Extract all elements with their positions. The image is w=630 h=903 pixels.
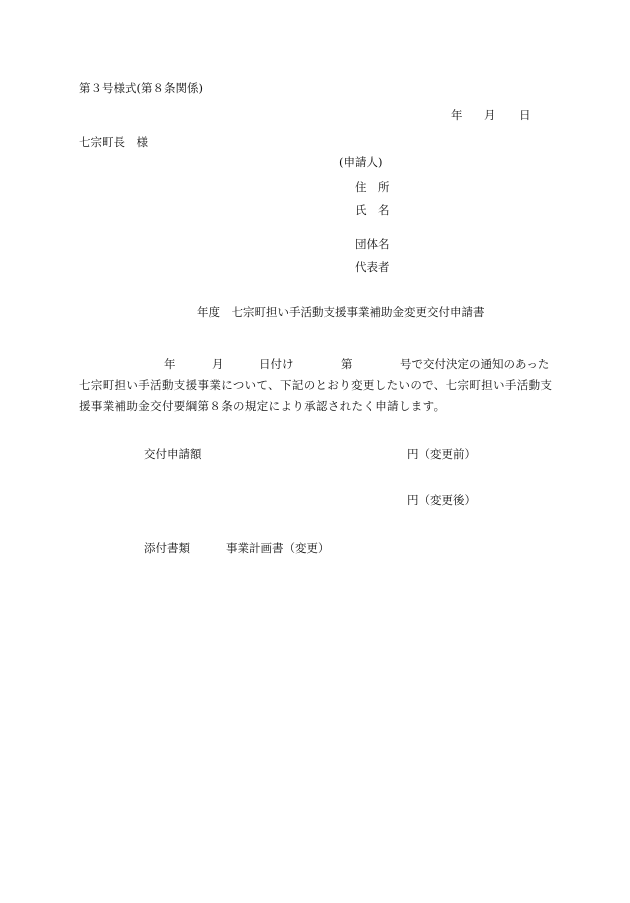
date-day: 日 bbox=[519, 108, 531, 122]
body-number-prefix: 第 bbox=[341, 357, 353, 371]
document-title: 年度 七宗町担い手活動支援事業補助金変更交付申請書 bbox=[197, 305, 485, 319]
address-label: 住 所 bbox=[355, 180, 390, 194]
addressee: 七宗町長 様 bbox=[79, 135, 148, 149]
amount-before: 円（変更前） bbox=[407, 447, 476, 461]
amount-after: 円（変更後） bbox=[407, 493, 476, 507]
body-line1-rest: 号で交付決定の通知のあった bbox=[400, 357, 550, 371]
date-month: 月 bbox=[484, 108, 496, 122]
name-label: 氏 名 bbox=[355, 203, 390, 217]
attachments-label: 添付書類 bbox=[144, 541, 190, 555]
body-month: 月 bbox=[212, 357, 224, 371]
body-line2: 七宗町担い手活動支援事業について、下記のとおり変更したいので、七宗町担い手活動支 bbox=[79, 378, 553, 392]
body-line3: 援事業補助金交付要綱第８条の規定により承認されたく申請します。 bbox=[79, 399, 446, 413]
body-date-suffix: 日付け bbox=[259, 357, 294, 371]
group-label: 団体名 bbox=[355, 237, 390, 251]
body-year: 年 bbox=[164, 357, 176, 371]
representative-label: 代表者 bbox=[355, 260, 390, 274]
applicant-header: (申請人) bbox=[339, 155, 383, 169]
date-year: 年 bbox=[451, 108, 463, 122]
attachments-value: 事業計画書（変更） bbox=[226, 541, 330, 555]
form-label: 第３号様式(第８条関係) bbox=[79, 81, 203, 95]
amount-label: 交付申請額 bbox=[144, 447, 202, 461]
